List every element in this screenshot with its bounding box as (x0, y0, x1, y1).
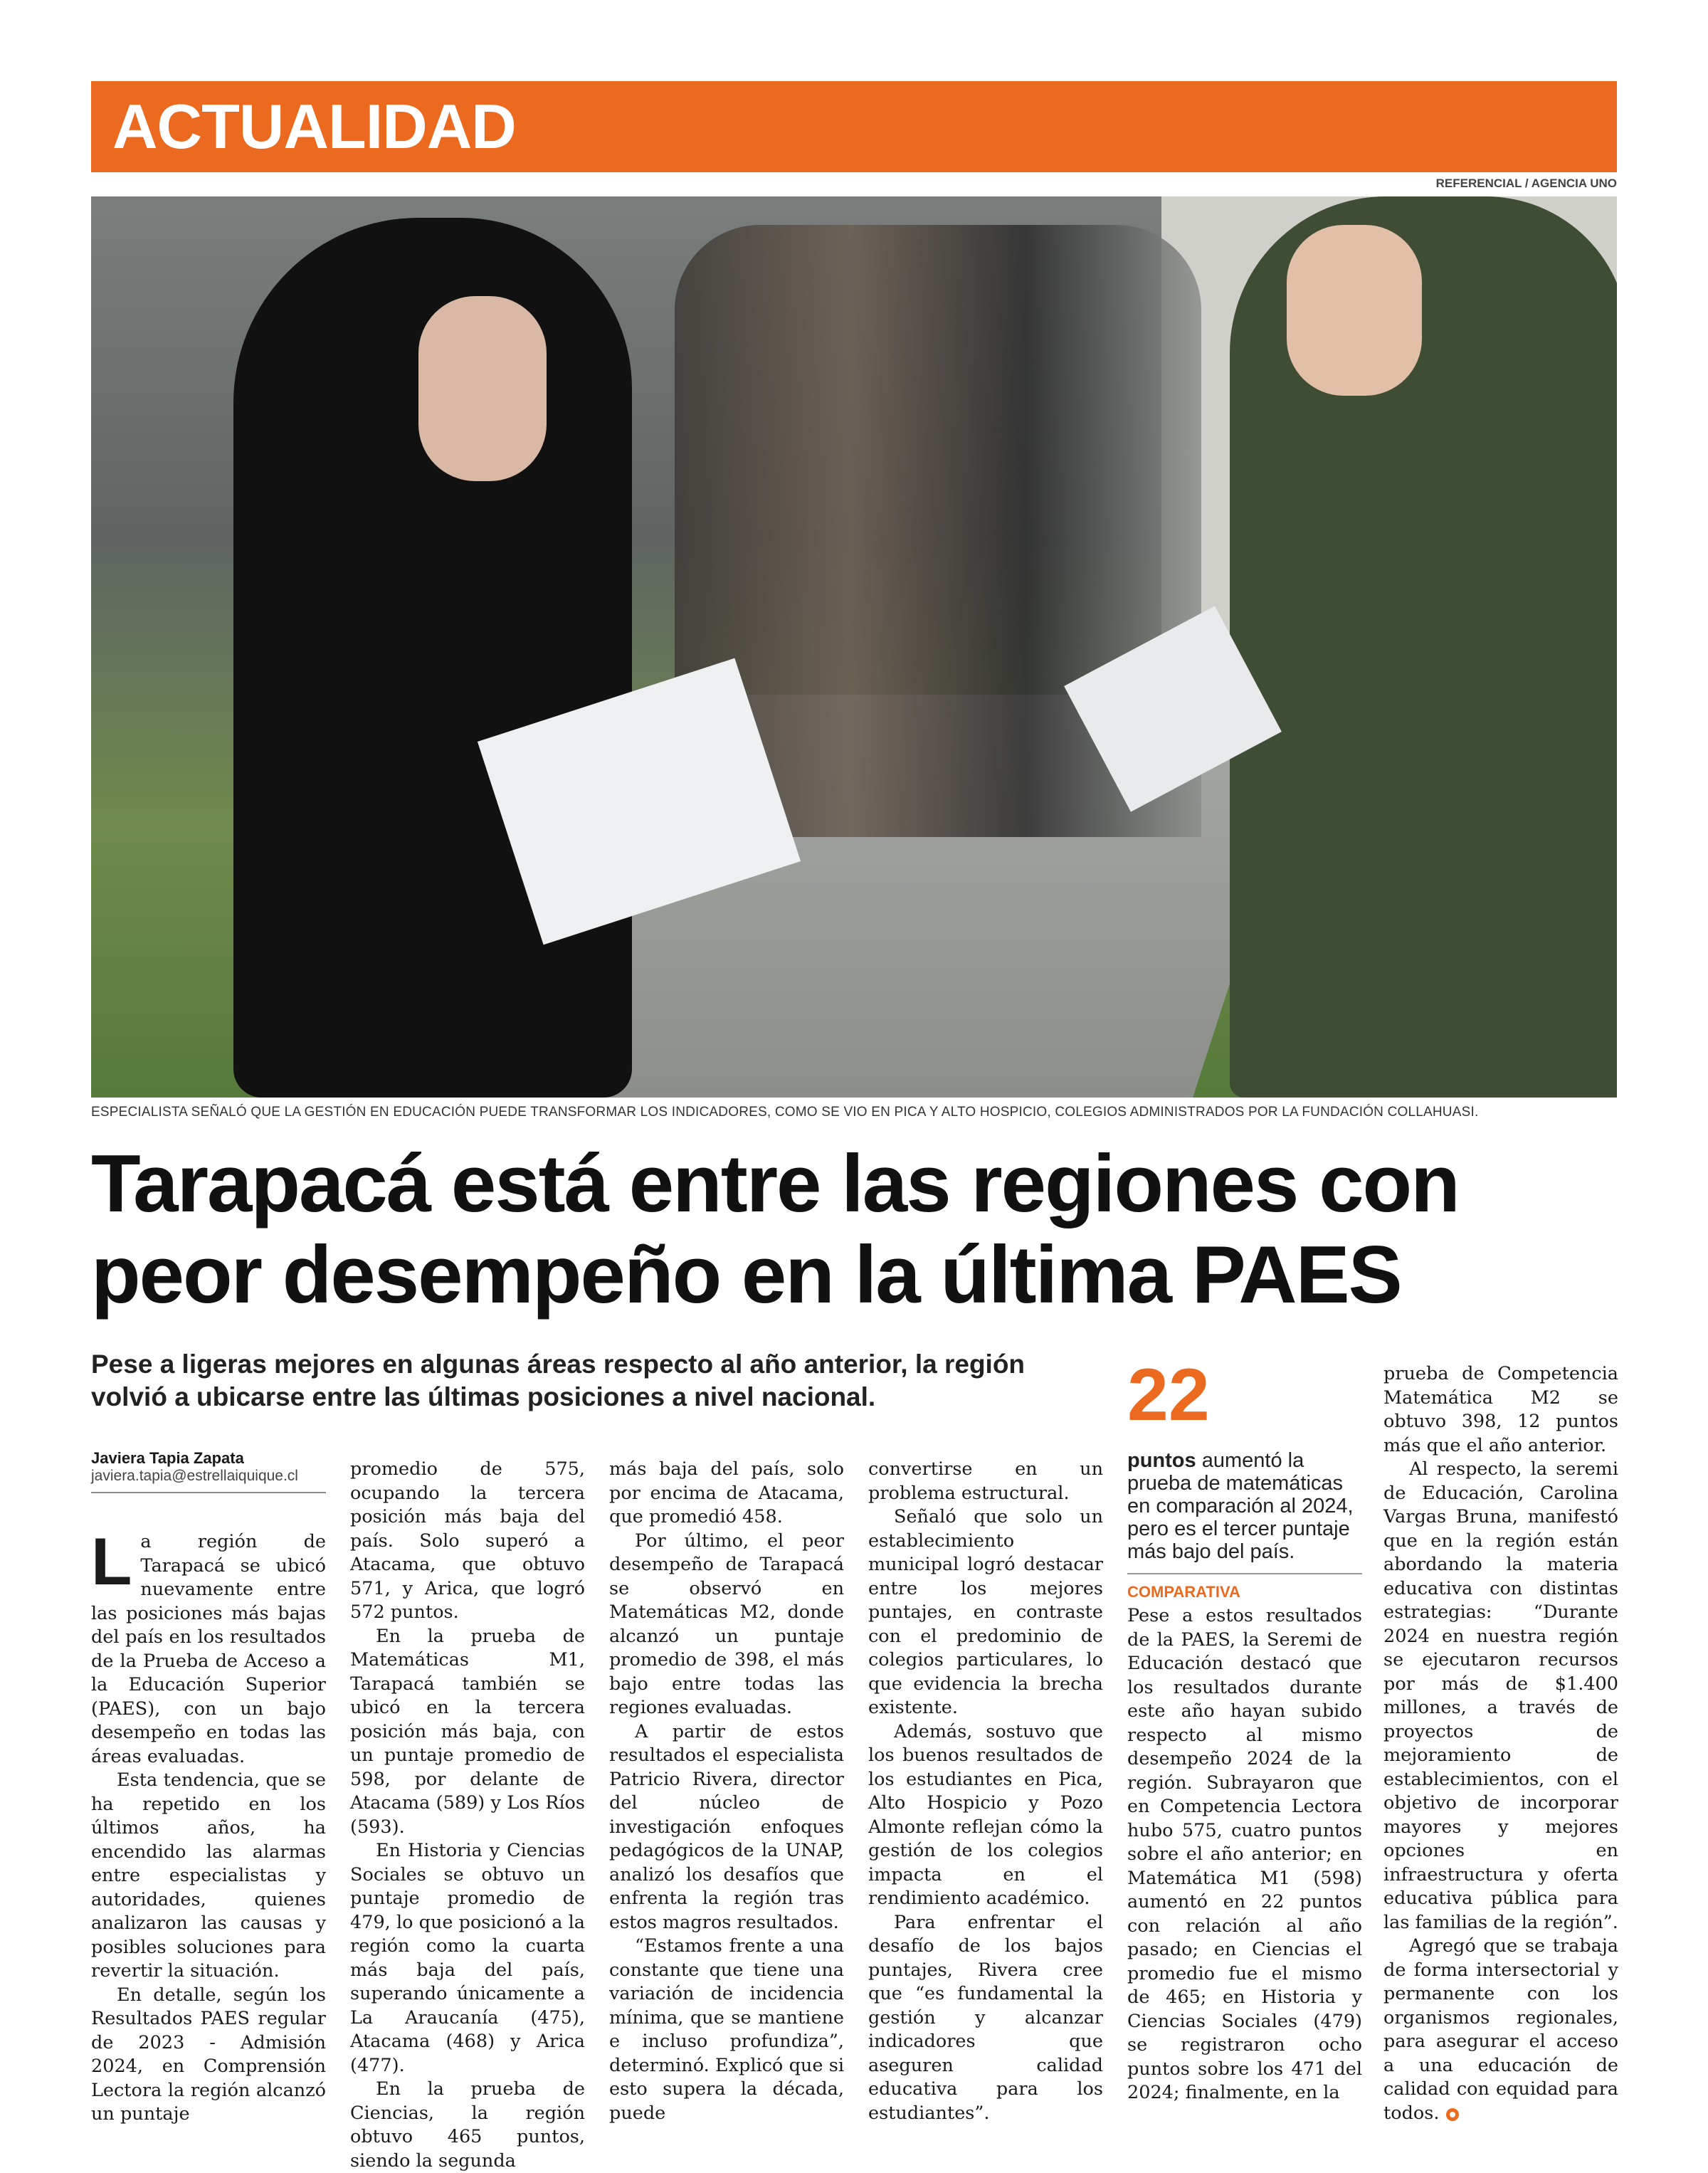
article-photo (91, 196, 1617, 1098)
body-column-6 (1383, 1362, 1618, 2125)
body-column-1 (91, 1524, 326, 2127)
author-name: Javiera Tapia Zapata (91, 1449, 244, 1467)
photo-caption: ESPECIALISTA SEÑALÓ QUE LA GESTIÓN EN EDUCACIÓN PUEDE TRANSFORMAR LOS INDICADORES, COMO SE VIO EN PICA Y ALTO HOSPICIO, COLEGIOS ADMINISTRADOS POR LA FUNDACIÓN COLLAHUASI. (91, 1105, 1479, 1120)
paragraph: promedio de 575, ocupando la tercera posición más baja del país. Solo superó a Atacama, que obtuvo 571, y Arica, que logró 572 puntos. (350, 1458, 585, 1623)
paragraph: Para enfrentar el desafío de los bajos puntajes, Rivera cree que “es fundamental la gestión y alcanzar indicadores que aseguren calidad educativa para los estudiantes”. (868, 1911, 1103, 2124)
paragraph: Pese a estos resultados de la PAES, la Seremi de Educación destacó que los resultados durante este año hayan subido respecto al mismo desempeño 2024 de la región. Subrayaron que en Competencia Lectora hubo 575, cuatro puntos sobre el año anterior; en Matemática M1 (598) aumentó en 22 puntos con relación al año pasado; en Ciencias el promedio fue el mismo de 465; en Historia y Ciencias Sociales (479) se registraron ocho puntos sobre los 471 del 2024; finalmente, en la (1127, 1605, 1362, 2103)
photo-student-right-face (1287, 225, 1422, 396)
sidebar-rule (1127, 1573, 1362, 1574)
photo-student-left-face (418, 296, 547, 481)
section-banner (91, 81, 1617, 172)
paragraph: “Estamos frente a una constante que tiene una variación de incidencia mínima, que se mantiene e incluso profundiza”, determinó. Explicó que si esto supera la década, puede (609, 1935, 844, 2124)
deck-line-2: volvió a ubicarse entre las últimas posiciones a nivel nacional. (91, 1382, 876, 1411)
headline-line-1: Tarapacá está entre las regiones con (91, 1139, 1459, 1229)
paragraph: A partir de estos resultados el especialista Patricio Rivera, director del núcleo de investigación enfoques pedagógicos de la UNAP, analizó los desafíos que enfrenta la región tras estos magros resultados. (609, 1720, 844, 1933)
author-email: javiera.tapia@estrellaiquique.cl (91, 1468, 298, 1484)
paragraph: La región de Tarapacá se ubicó nuevamente entre las posiciones más bajas del país en los resultados de la Prueba de Acceso a la Educación Superior (PAES), con un bajo desempeño en todas las áreas evaluadas. (91, 1524, 326, 1767)
body-column-2 (350, 1458, 585, 2173)
headline (91, 1139, 1617, 1321)
body-column-3 (609, 1458, 844, 2125)
photo-credit: REFERENCIAL / AGENCIA UNO (1435, 177, 1617, 190)
paragraph: En Historia y Ciencias Sociales se obtuvo un puntaje promedio de 479, lo que posicionó a la región como la cuarta más baja del país, superando únicamente a La Araucanía (475), Atacama (468) y Arica (477). (350, 1840, 585, 2076)
stat-number: 22 (1127, 1354, 1210, 1436)
drop-cap: L (91, 1524, 132, 1599)
paragraph: prueba de Competencia Matemática M2 se obtuvo 398, 12 puntos más que el año anterior. (1383, 1363, 1618, 1456)
deck (91, 1348, 1073, 1414)
paragraph: Esta tendencia, que se ha repetido en los últimos años, ha encendido las alarmas entre especialistas y autoridades, quienes analizaron las causas y posibles soluciones para revertir la situación. (91, 1769, 326, 1982)
paragraph: Por último, el peor desempeño de Tarapacá se observó en Matemáticas M2, donde alcanzó un puntaje promedio de 398, el más bajo entre todas las regiones evaluadas. (609, 1530, 844, 1718)
paragraph: convertirse en un problema estructural. (868, 1458, 1103, 1504)
paragraph: más baja del país, solo por encima de Atacama, que promedió 458. (609, 1458, 844, 1527)
paragraph: En la prueba de Ciencias, la región obtuvo 465 puntos, siendo la segunda (350, 2078, 585, 2172)
byline-rule (91, 1492, 326, 1493)
paragraph: Señaló que solo un establecimiento municipal logró destacar entre los mejores puntajes, en contraste con el predominio de colegios particulares, lo que evidencia la brecha existente. (868, 1506, 1103, 1718)
paragraph: Además, sostuvo que los buenos resultados de los estudiantes en Pica, Alto Hospicio y Pozo Almonte reflejan cómo la gestión de los colegios impacta en el rendimiento académico. (868, 1720, 1103, 1909)
body-column-4 (868, 1458, 1103, 2125)
byline (91, 1449, 326, 1493)
paragraph: En la prueba de Matemáticas M1, Tarapacá también se ubicó en la tercera posición más baja, con un puntaje promedio de 598, por delante de Atacama (589) y Los Ríos (593). (350, 1625, 585, 1838)
paragraph: Al respecto, la seremi de Educación, Carolina Vargas Bruna, manifestó que en la región están abordando la materia educativa con distintas estrategias: “Durante 2024 en nuestra región se ejecutaron recursos por más de $1.400 millones, a través de proyectos de mejoramiento de establecimientos, con el objetivo de incorporar mayores y mejores opciones en infraestructura y oferta educativa pública para las familias de la región”. (1383, 1458, 1618, 1933)
stat-sidebar (1127, 1352, 1362, 2105)
subhead-comparativa: COMPARATIVA (1127, 1583, 1240, 1601)
stat-unit: puntos (1127, 1449, 1196, 1472)
end-mark-icon (1446, 2108, 1459, 2121)
paragraph: En detalle, según los Resultados PAES regular de 2023 - Admisión 2024, en Comprensión Lectora la región alcanzó un puntaje (91, 1984, 326, 2125)
stat-pullquote: puntos aumentó la prueba de matemáticas en comparación al 2024, pero es el tercer puntaje más bajo del país. (1127, 1449, 1354, 1563)
paragraph: Agregó que se trabaja de forma intersectorial y permanente con los organismos regionales, para asegurar el acceso a una educación de calidad con equidad para todos. (1383, 1935, 1618, 2124)
headline-line-2: peor desempeño en la última PAES (91, 1230, 1401, 1320)
deck-line-1: Pese a ligeras mejores en algunas áreas respecto al año anterior, la región (91, 1349, 1026, 1379)
section-label: ACTUALIDAD (112, 91, 516, 162)
